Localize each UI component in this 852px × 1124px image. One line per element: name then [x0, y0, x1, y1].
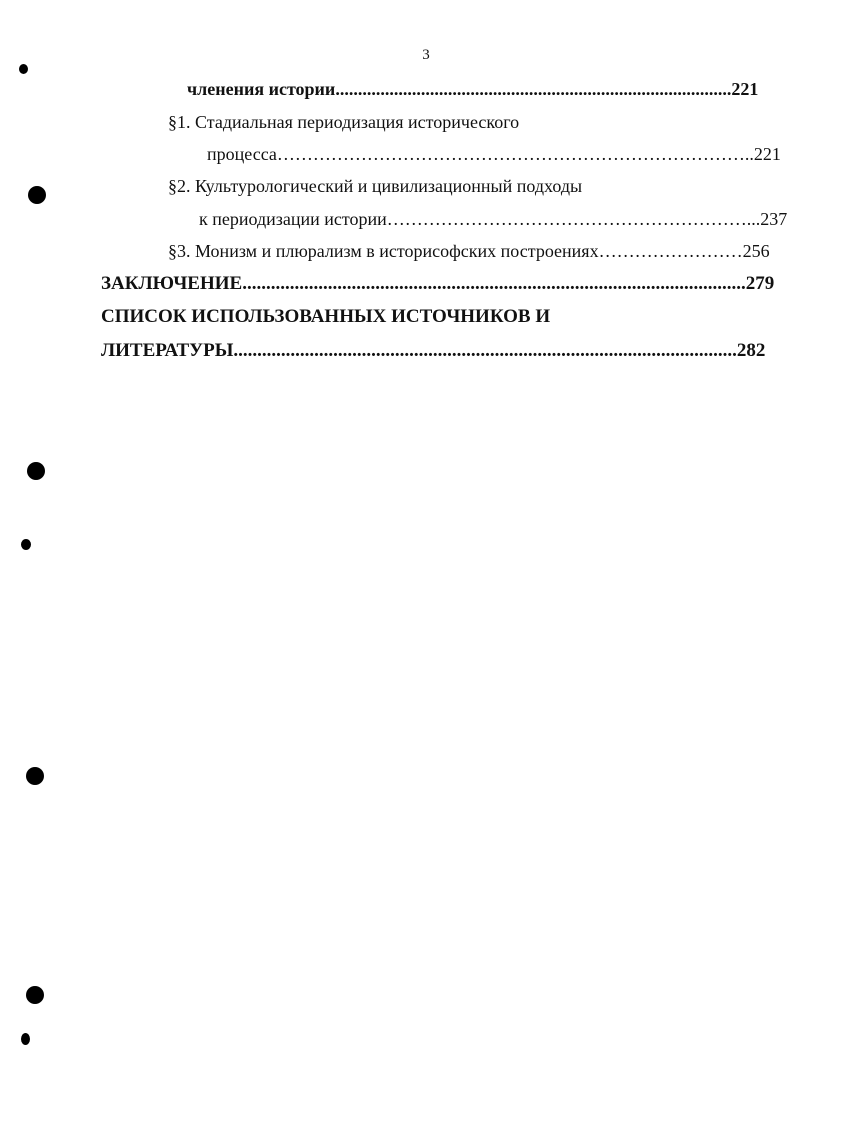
punch-hole	[28, 186, 46, 204]
toc-leader-dots: ......................................................................................	[335, 79, 723, 99]
toc-leader-dots: ..........................................................................................................	[233, 340, 737, 361]
punch-hole	[26, 986, 44, 1004]
toc-entry	[168, 112, 752, 133]
toc-entry-title: к периодизации истории	[199, 209, 387, 229]
toc-entry-title: §3. Монизм и плюрализм в историсофских построениях	[168, 241, 599, 261]
toc-entry-page: 256	[742, 241, 770, 261]
toc-entry	[187, 79, 759, 100]
toc-entry-page: ...237	[746, 209, 788, 229]
toc-leader-dots: ..........................................................................................................	[242, 273, 746, 294]
toc-entry-page: 282	[736, 340, 766, 361]
toc-leader-dots: ……………………………………………………………………	[276, 144, 745, 164]
toc-entry-title: ЗАКЛЮЧЕНИЕ	[101, 273, 243, 294]
toc-entry-title: ЛИТЕРАТУРЫ	[101, 340, 234, 361]
toc-entry-title: СПИСОК ИСПОЛЬЗОВАННЫХ ИСТОЧНИКОВ И	[101, 306, 551, 327]
toc-entry	[168, 176, 752, 197]
toc-entry	[199, 209, 788, 230]
punch-hole	[21, 539, 31, 550]
toc-entry-title: §2. Культурологический и цивилизационный подходы	[168, 176, 583, 196]
punch-hole	[26, 767, 44, 785]
toc-entry-page: ..221	[744, 144, 781, 164]
toc-entry-page: 279	[745, 273, 775, 294]
punch-hole	[27, 462, 45, 480]
page-number: 3	[422, 47, 430, 63]
toc-entry-title: процесса	[207, 144, 277, 164]
toc-leader-dots: ……………………………………………………	[386, 209, 747, 229]
toc-entry	[101, 273, 775, 295]
punch-hole	[19, 64, 28, 74]
toc-entry	[207, 144, 781, 165]
toc-leader-dots: ……………………	[598, 241, 743, 261]
toc-entry-title: §1. Стадиальная периодизация исторического	[168, 112, 520, 132]
punch-hole	[21, 1033, 30, 1045]
toc-entry	[168, 241, 770, 262]
toc-entry-title: членения истории	[187, 79, 336, 99]
toc-entry	[101, 306, 752, 328]
toc-entry	[101, 340, 766, 362]
toc-entry-page: ..221	[722, 79, 759, 99]
